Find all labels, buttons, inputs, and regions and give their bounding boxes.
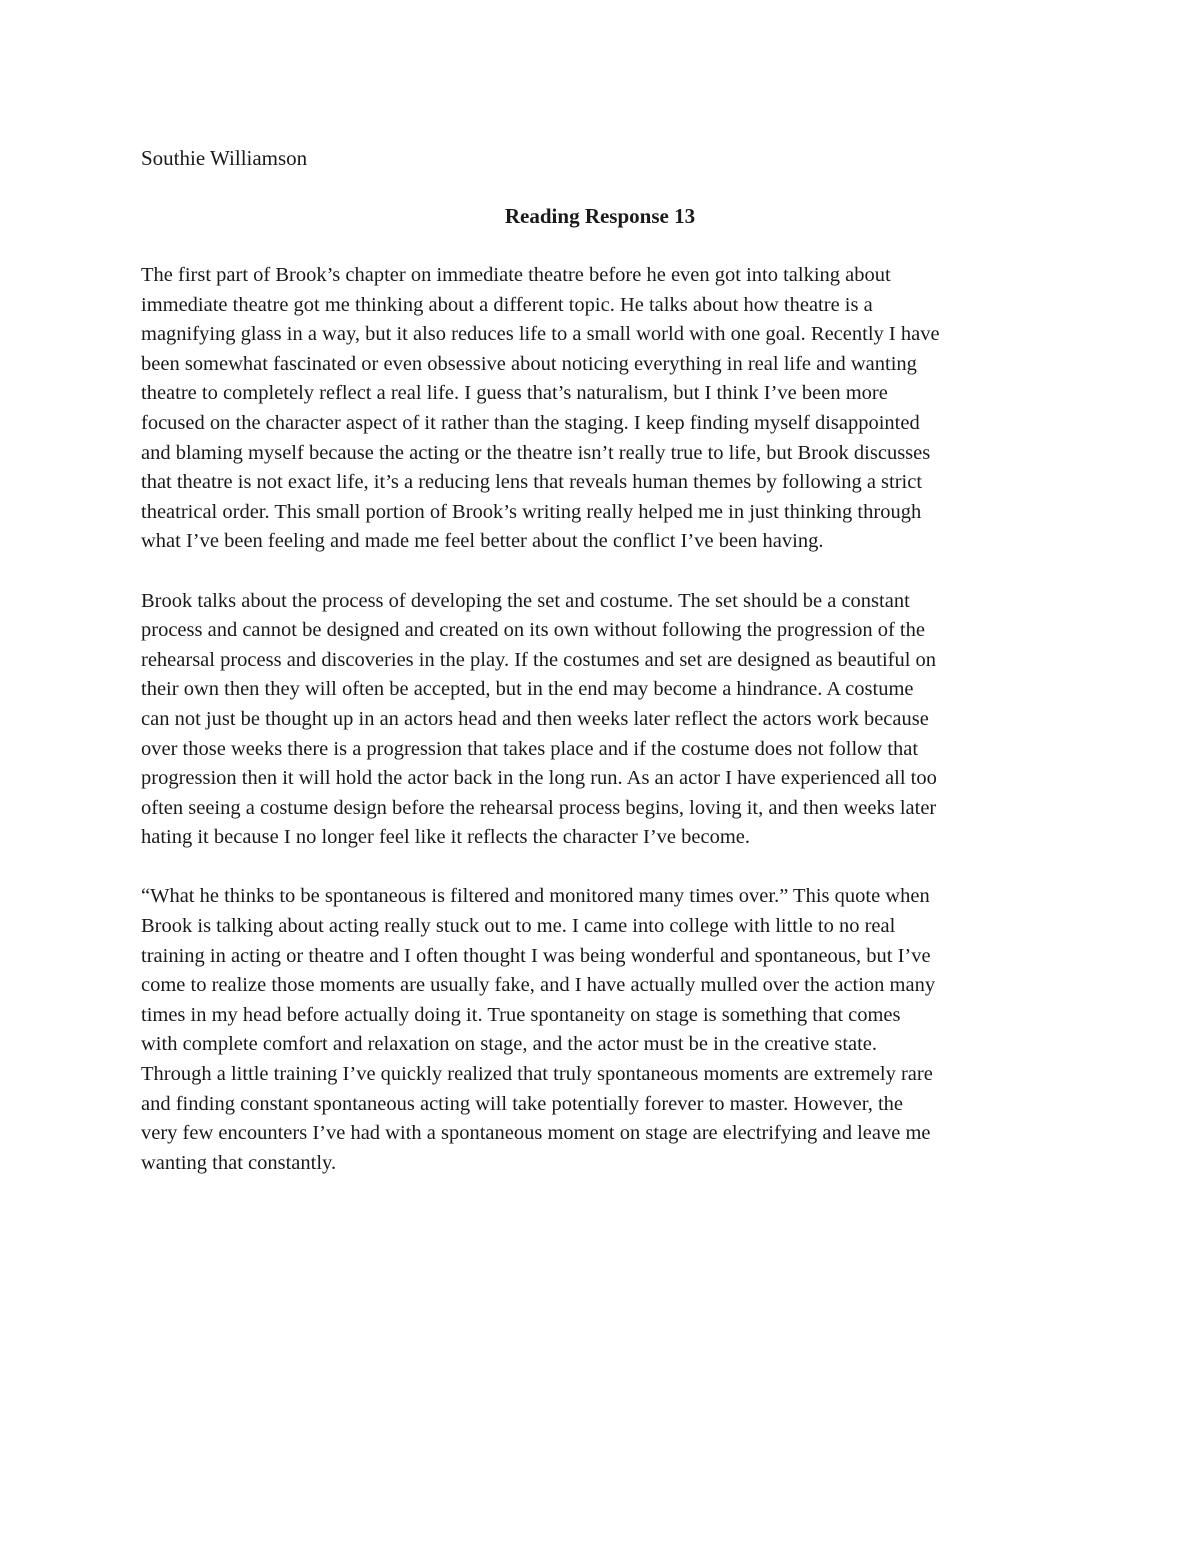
paragraph-line: times in my head before actually doing it. True spontaneity on stage is something that comes bbox=[141, 1003, 901, 1026]
paragraph-line: what I’ve been feeling and made me feel better about the conflict I’ve been having. bbox=[141, 530, 824, 553]
paragraph-line: process and cannot be designed and created on its own without following the progression of the bbox=[141, 619, 925, 642]
paragraph-line: with complete comfort and relaxation on stage, and the actor must be in the creative state. bbox=[141, 1033, 878, 1056]
paragraph-line: that theatre is not exact life, it’s a reducing lens that reveals human themes by following a strict bbox=[141, 471, 923, 494]
paragraph-line: The first part of Brook’s chapter on immediate theatre before he even got into talking about bbox=[141, 264, 891, 286]
paragraph-line: theatre to completely reflect a real life. I guess that’s naturalism, but I think I’ve been more bbox=[141, 382, 888, 405]
paragraph-line: come to realize those moments are usually fake, and I have actually mulled over the action many bbox=[141, 974, 936, 997]
paragraph-line: Through a little training I’ve quickly realized that truly spontaneous moments are extremely rare bbox=[141, 1063, 933, 1086]
body-paragraph bbox=[141, 587, 1071, 853]
paragraph-line: often seeing a costume design before the rehearsal process begins, loving it, and then weeks later bbox=[141, 796, 937, 819]
paragraph-line: rehearsal process and discoveries in the play. If the costumes and set are designed as beautiful on bbox=[141, 648, 937, 671]
paragraph-line: their own then they will often be accepted, but in the end may become a hindrance. A costume bbox=[141, 678, 914, 701]
paragraph-line: hating it because I no longer feel like it reflects the character I’ve become. bbox=[141, 826, 751, 849]
paragraph-line: Brook talks about the process of developing the set and costume. The set should be a constant bbox=[141, 589, 910, 612]
body-paragraph bbox=[141, 882, 1071, 1178]
paragraph-line: focused on the character aspect of it rather than the staging. I keep finding myself disappointed bbox=[141, 411, 920, 434]
paragraph-line: training in acting or theatre and I often thought I was being wonderful and spontaneous, but I’ve bbox=[141, 944, 931, 967]
paragraph-line: over those weeks there is a progression that takes place and if the costume does not follow that bbox=[141, 737, 919, 760]
document-title: Reading Response 13 bbox=[504, 204, 696, 228]
paragraph-line: progression then it will hold the actor back in the long run. As an actor I have experienced all too bbox=[141, 767, 937, 790]
author-name: Southie Williamson bbox=[141, 146, 308, 170]
paragraph-line: been somewhat fascinated or even obsessive about noticing everything in real life and wanting bbox=[141, 352, 917, 375]
paragraph-line: theatrical order. This small portion of Brook’s writing really helped me in just thinking through bbox=[141, 500, 922, 523]
paragraph-line: wanting that constantly. bbox=[141, 1151, 337, 1174]
paragraph-line: “What he thinks to be spontaneous is filtered and monitored many times over.” This quote when bbox=[141, 885, 930, 908]
paragraph-line: can not just be thought up in an actors head and then weeks later reflect the actors work because bbox=[141, 707, 929, 730]
paragraph-line: and blaming myself because the acting or the theatre isn’t really true to life, but Brook discusses bbox=[141, 441, 931, 464]
paragraph-line: Brook is talking about acting really stuck out to me. I came into college with little to no real bbox=[141, 915, 896, 938]
body-paragraph bbox=[141, 261, 1071, 557]
paragraph-line: magnifying glass in a way, but it also reduces life to a small world with one goal. Recently I have bbox=[141, 323, 940, 346]
paragraph-line: very few encounters I’ve had with a spontaneous moment on stage are electrifying and leave me bbox=[141, 1122, 931, 1145]
document-body bbox=[141, 261, 1071, 1208]
paragraph-line: immediate theatre got me thinking about a different topic. He talks about how theatre is a bbox=[141, 293, 873, 316]
paragraph-line: and finding constant spontaneous acting will take potentially forever to master. However, the bbox=[141, 1092, 904, 1115]
